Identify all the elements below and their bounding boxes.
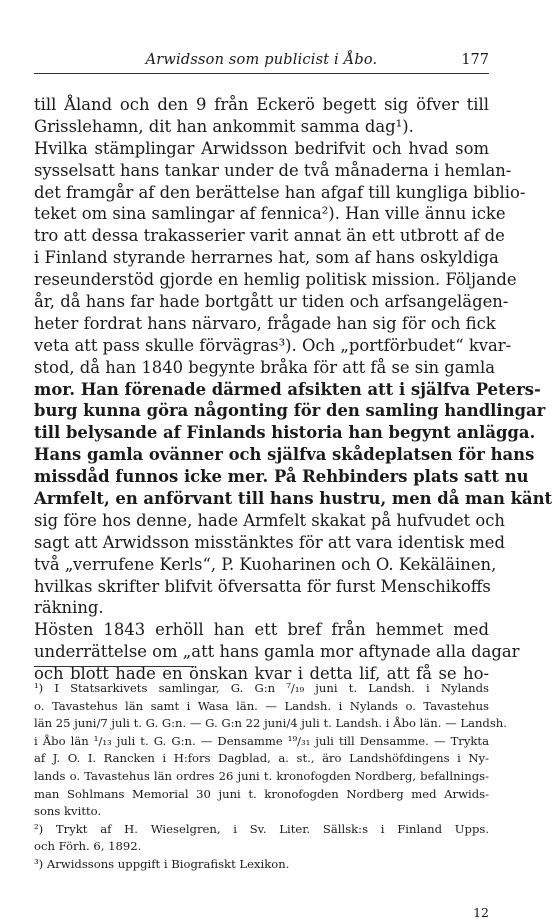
text-line: Hans gamla ovänner och själfva skådeplatsen för hans [34, 445, 535, 465]
text-line: Hvilka stämplingar Arwidsson bedrifvit och hvad som [34, 138, 489, 158]
text-line: år, då hans far hade bortgått ur tiden och arfsangelägen- [34, 292, 509, 312]
page-number: 177 [461, 52, 489, 68]
text-line: sysselsatt hans tankar under de två månaderna i hemlan- [34, 160, 512, 180]
footnotes [34, 680, 507, 874]
text-line: teket om sina samlingar af fennica²). Han ville ännu icke [34, 204, 506, 224]
text-line: två „verrufene Kerls“, P. Kuoharinen och O. Kekäläinen, [34, 554, 497, 574]
text-line: i Finland styrande herrarnes hat, som af hans oskyldiga [34, 248, 499, 268]
footnote-line: af J. O. I. Rancken i H:fors Dagblad, a. st., äro Landshöfdingens i Ny- [34, 751, 489, 766]
text-line: heter fordrat hans närvaro, frågade han sig för och fick [34, 313, 496, 333]
text-line: Armfelt, en anförvant till hans hustru, men då man känt [34, 489, 552, 509]
text-line: Grisslehamn, dit han ankommit samma dag¹). [34, 116, 414, 136]
text-line: räkning. [34, 598, 104, 618]
footnote-line: län 25 juni/7 juli t. G. G:n. — G. G:n 22 juni/4 juli t. Landsh. i Åbo län. — Landsh. [34, 716, 507, 731]
text-line: sig före hos denne, hade Armfelt skakat på hufvudet och [34, 510, 505, 530]
footnote-line: ³) Arwidssons uppgift i Biografiskt Lexikon. [34, 856, 290, 871]
footnote-line: och Förh. 6, 1892. [34, 839, 142, 854]
running-head [34, 52, 489, 70]
text-line: missdåd funnos icke mer. På Rehbinders plats satt nu [34, 467, 529, 487]
footnote-line: sons kvitto. [34, 804, 102, 819]
header-rule [34, 73, 489, 74]
text-line: till belysande af Finlands historia han begynt anlägga. [34, 423, 536, 443]
text-line: till Åland och den 9 från Eckerö begett sig öfver till [34, 95, 489, 114]
text-line: veta att pass skulle förvägras³). Och „portförbudet“ kvar- [34, 335, 512, 355]
text-line: burg kunna göra någonting för den samling handlingar [34, 401, 546, 421]
text-line: och blott hade en önskan kvar i detta lif, att få se ho- [34, 664, 489, 684]
text-line: mor. Han förenade därmed afsikten att i själfva Peters- [34, 379, 541, 399]
footnote-line: o. Tavastehus län samt i Wasa län. — Landsh. i Nylands o. Tavastehus [34, 698, 489, 713]
text-line: Hösten 1843 erhöll han ett bref från hemmet med [34, 620, 489, 640]
text-line: hvilkas skrifter blifvit öfversatta för furst Menschikoffs [34, 576, 491, 596]
text-line: reseunderstöd gjorde en hemlig politisk mission. Följande [34, 270, 517, 290]
footnote-rule [34, 666, 194, 667]
running-title: Arwidsson som publicist i Åbo. [145, 52, 378, 68]
text-line: underrättelse om „att hans gamla mor aftynade alla dagar [34, 642, 520, 662]
signature-mark: 12 [473, 905, 489, 920]
footnote-line: man Sohlmans Memorial 30 juni t. kronofogden Nordberg med Arwids- [34, 786, 489, 801]
body-text [34, 94, 552, 685]
footnote-line: lands o. Tavastehus län ordres 26 juni t. kronofogden Nordberg, befallnings- [34, 768, 489, 783]
text-line: det framgår af den berättelse han afgaf till kungliga biblio- [34, 182, 526, 202]
text-line: stod, då han 1840 begynte bråka för att få se sin gamla [34, 357, 496, 377]
footnote-line: ²) Trykt af H. Wieselgren, i Sv. Liter. Sällsk:s i Finland Upps. [34, 821, 489, 836]
footnote-line: i Åbo län ¹/₁₃ juli t. G. G:n. — Densamme ¹⁹/₃₁ juli till Densamme. — Trykta [34, 733, 489, 748]
text-line: sagt att Arwidsson misstänktes för att vara identisk med [34, 532, 505, 552]
footnote-line: ¹) I Statsarkivets samlingar, G. G:n ⁷/₁₉ juni t. Landsh. i Nylands [34, 681, 489, 695]
text-line: tro att dessa trakasserier varit annat än ett utbrott af de [34, 226, 505, 246]
